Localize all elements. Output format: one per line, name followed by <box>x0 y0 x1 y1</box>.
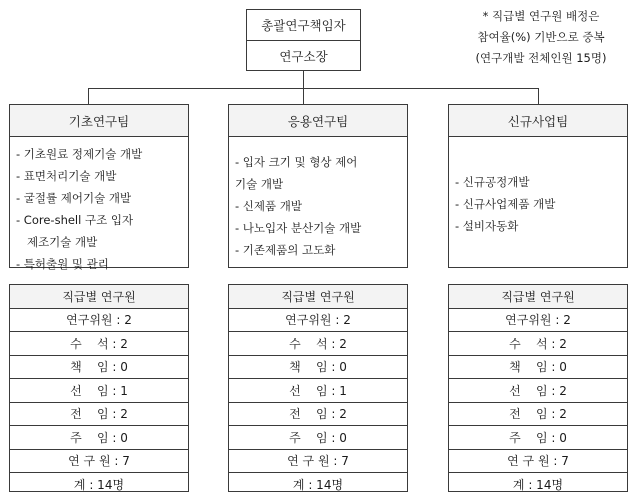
staff-row: 연 구 원 : 7 <box>10 449 188 473</box>
staff-table-applied-research <box>228 284 408 492</box>
team-task: - 굴절률 제어기술 개발 <box>16 191 132 205</box>
staff-row: 책 임 : 0 <box>229 355 407 379</box>
staff-row: 수 석 : 2 <box>449 331 627 355</box>
team-task-list <box>10 137 188 275</box>
staff-row: 선 임 : 1 <box>229 378 407 402</box>
team-name: 신규사업팀 <box>449 105 627 137</box>
staff-row: 수 석 : 2 <box>229 331 407 355</box>
connector-top-vertical <box>303 71 304 89</box>
staff-row: 주 임 : 0 <box>10 425 188 449</box>
team-box-basic-research <box>9 104 189 271</box>
connector-team-3 <box>538 88 539 104</box>
staff-row: 전 임 : 2 <box>229 402 407 426</box>
staff-table-new-business <box>448 284 628 492</box>
connector-team-1 <box>88 88 89 104</box>
staff-row: 전 임 : 2 <box>449 402 627 426</box>
team-task: - 입자 크기 및 형상 제어 <box>235 155 358 169</box>
team-task: - 기초원료 정제기술 개발 <box>16 147 143 161</box>
note-line: (연구개발 전체인원 15명) <box>475 51 607 65</box>
staff-row: 연 구 원 : 7 <box>229 449 407 473</box>
note-line: 참여율(%) 기반으로 중복 <box>477 30 605 44</box>
director-title: 총괄연구책임자 <box>261 18 346 33</box>
staff-total: 계 : 14명 <box>229 472 407 496</box>
staff-row: 연 구 원 : 7 <box>449 449 627 473</box>
note-line: * 직급별 연구원 배정은 <box>482 9 600 23</box>
director-position: 연구소장 <box>247 40 360 71</box>
director-box <box>246 9 361 71</box>
staff-row: 선 임 : 2 <box>449 378 627 402</box>
staff-total: 계 : 14명 <box>449 472 627 496</box>
staff-header: 직급별 연구원 <box>449 285 627 308</box>
team-task-list <box>449 137 627 237</box>
team-task: - 기존제품의 고도화 <box>235 243 336 257</box>
team-task: - 신규사업제품 개발 <box>455 197 556 211</box>
team-box-new-business <box>448 104 628 268</box>
staff-row: 책 임 : 0 <box>10 355 188 379</box>
staff-row: 주 임 : 0 <box>229 425 407 449</box>
team-task: - 특허출원 및 관리 <box>16 257 109 271</box>
team-task: 기술 개발 <box>235 177 284 191</box>
staff-row: 연구위원 : 2 <box>10 308 188 332</box>
staff-table-basic-research <box>9 284 189 492</box>
team-box-applied-research <box>228 104 408 268</box>
staff-header: 직급별 연구원 <box>10 285 188 308</box>
connector-team-2 <box>303 88 304 104</box>
staff-row: 주 임 : 0 <box>449 425 627 449</box>
staff-row: 전 임 : 2 <box>10 402 188 426</box>
team-task: - Core-shell 구조 입자 <box>16 213 134 227</box>
staff-row: 연구위원 : 2 <box>449 308 627 332</box>
staff-header: 직급별 연구원 <box>229 285 407 308</box>
team-name: 기초연구팀 <box>10 105 188 137</box>
team-task: - 신제품 개발 <box>235 199 303 213</box>
staff-row: 선 임 : 1 <box>10 378 188 402</box>
team-task: - 나노입자 분산기술 개발 <box>235 221 362 235</box>
team-task: - 표면처리기술 개발 <box>16 169 117 183</box>
staff-row: 수 석 : 2 <box>10 331 188 355</box>
team-task: - 설비자동화 <box>455 219 519 233</box>
team-task: - 신규공정개발 <box>455 175 530 189</box>
team-name: 응용연구팀 <box>229 105 407 137</box>
allocation-note <box>447 6 635 69</box>
staff-total: 계 : 14명 <box>10 472 188 496</box>
team-task-list <box>229 137 407 261</box>
staff-row: 연구위원 : 2 <box>229 308 407 332</box>
connector-horizontal <box>88 88 538 89</box>
staff-row: 책 임 : 0 <box>449 355 627 379</box>
team-task: 제조기술 개발 <box>16 235 98 249</box>
